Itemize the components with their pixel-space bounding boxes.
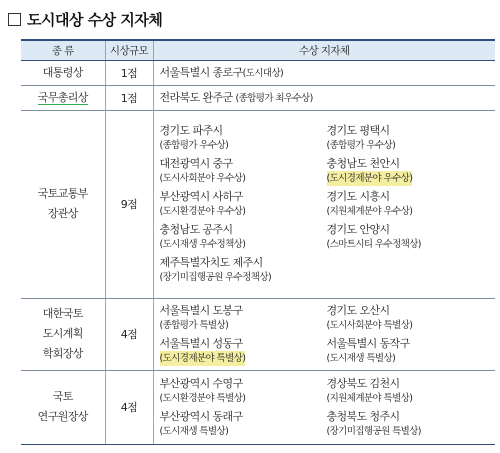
winner-category: (종합평가 우수상)	[159, 140, 229, 151]
table-row	[21, 85, 495, 110]
winner-name: 경기도 안양시	[326, 223, 390, 236]
winner-name: 경기도 오산시	[326, 303, 390, 317]
winner-entry	[160, 189, 327, 219]
award-type-line: 국토교통부	[37, 187, 88, 200]
winner-category: (지원체계분야 특별상)	[326, 392, 413, 404]
winner-cell	[153, 298, 495, 370]
winner-entry	[327, 409, 467, 439]
award-type-line: 대한국토	[42, 307, 83, 320]
table-row	[21, 370, 495, 444]
winner-name: 서울특별시 동작구	[326, 336, 410, 350]
count-cell: 9점	[105, 110, 153, 298]
title-text: 도시대상 수상 지자체	[27, 10, 163, 29]
winner-category: (도시재생 특별상)	[326, 352, 396, 364]
winner-entry	[160, 303, 327, 333]
winner-name: 충청북도 청주시	[326, 409, 400, 423]
winner-name: 경기도 파주시	[159, 124, 223, 137]
winner-entry	[327, 303, 467, 333]
winner-entry	[160, 123, 327, 153]
award-type-cell	[21, 60, 105, 85]
winner-name: 전라북도 완주군	[159, 90, 233, 104]
award-type-cell	[21, 298, 105, 370]
winner-name: 서울특별시 종로구	[159, 65, 243, 79]
winner-entry	[327, 336, 467, 366]
winner-name: 경기도 평택시	[326, 124, 390, 137]
winner-entry	[160, 336, 327, 366]
winner-category: (장기미집행공원 우수정책상)	[159, 272, 272, 283]
winner-category: (종합평가 특별상)	[159, 319, 229, 331]
winner-category: (도시환경분야 특별상)	[159, 392, 246, 404]
award-type-line: 도시계획	[42, 327, 83, 340]
table-row	[21, 60, 495, 85]
winner-category: (장기미집행공원 특별상)	[326, 425, 421, 437]
award-type-line: 국무총리상	[37, 90, 88, 104]
winner-name: 경기도 시흥시	[326, 190, 390, 203]
header-winners: 수상 지자체	[153, 40, 495, 60]
winner-entry	[160, 376, 327, 406]
winner-category: (도시경제분야 우수상)	[326, 173, 413, 184]
count-cell: 1점	[105, 85, 153, 110]
winner-name: 부산광역시 동래구	[159, 409, 243, 423]
award-type-line: 장관상	[47, 207, 78, 220]
winner-category: (도시대상)	[242, 67, 284, 79]
winner-name: 경상북도 김천시	[326, 376, 400, 390]
document-title	[8, 8, 162, 30]
winner-category: (도시환경분야 우수상)	[159, 206, 246, 217]
table-row	[21, 110, 495, 298]
winner-category: (스마트시티 우수정책상)	[326, 239, 421, 250]
award-type-line: 국토	[52, 390, 73, 403]
winner-entry	[327, 123, 467, 153]
header-award-type: 종 류	[21, 40, 105, 60]
header-count: 시상규모	[105, 40, 153, 60]
winner-category: (도시재생 특별상)	[159, 425, 229, 437]
winner-cell	[153, 370, 495, 444]
table-row	[21, 298, 495, 370]
square-bullet-icon	[8, 13, 21, 26]
winner-category: (도시재생 우수정책상)	[159, 239, 246, 250]
winner-name: 부산광역시 수영구	[159, 376, 243, 390]
winner-name: 부산광역시 사하구	[159, 190, 243, 203]
winner-category: (종합평가 우수상)	[326, 140, 396, 151]
award-type-cell	[21, 85, 105, 110]
award-type-line: 연구원장상	[37, 410, 88, 423]
winner-category: (종합평가 최우수상)	[235, 92, 313, 104]
winner-name: 서울특별시 도봉구	[159, 303, 243, 317]
winner-cell	[153, 60, 495, 85]
count-cell: 4점	[105, 370, 153, 444]
winner-category: (도시사회분야 특별상)	[326, 319, 413, 331]
winner-name: 충청남도 천안시	[326, 157, 400, 170]
count-cell: 4점	[105, 298, 153, 370]
winner-cell	[153, 85, 495, 110]
winner-category: (지원체계분야 우수상)	[326, 206, 413, 217]
count-cell: 1점	[105, 60, 153, 85]
winner-cell	[153, 110, 495, 298]
award-type-cell	[21, 370, 105, 444]
winner-entry	[160, 156, 327, 186]
winner-entry	[327, 376, 467, 406]
award-type-cell	[21, 110, 105, 298]
winner-entry	[327, 222, 467, 252]
winner-name: 서울특별시 성동구	[159, 336, 243, 350]
winner-entry	[160, 255, 327, 285]
winner-name: 제주특별자치도 제주시	[159, 256, 263, 269]
award-type-line: 학회장상	[42, 347, 83, 360]
award-type-line: 대통령상	[42, 65, 83, 79]
winner-entry	[327, 189, 467, 219]
winner-entry	[160, 409, 327, 439]
award-table	[21, 39, 495, 445]
winner-category: (도시사회분야 우수상)	[159, 173, 246, 184]
winner-category: (도시경제분야 특별상)	[159, 352, 246, 364]
winner-name: 대전광역시 중구	[159, 157, 233, 170]
winner-entry	[327, 156, 467, 186]
table-header-row	[21, 40, 495, 60]
winner-entry	[160, 222, 327, 252]
winner-name: 충청남도 공주시	[159, 223, 233, 236]
